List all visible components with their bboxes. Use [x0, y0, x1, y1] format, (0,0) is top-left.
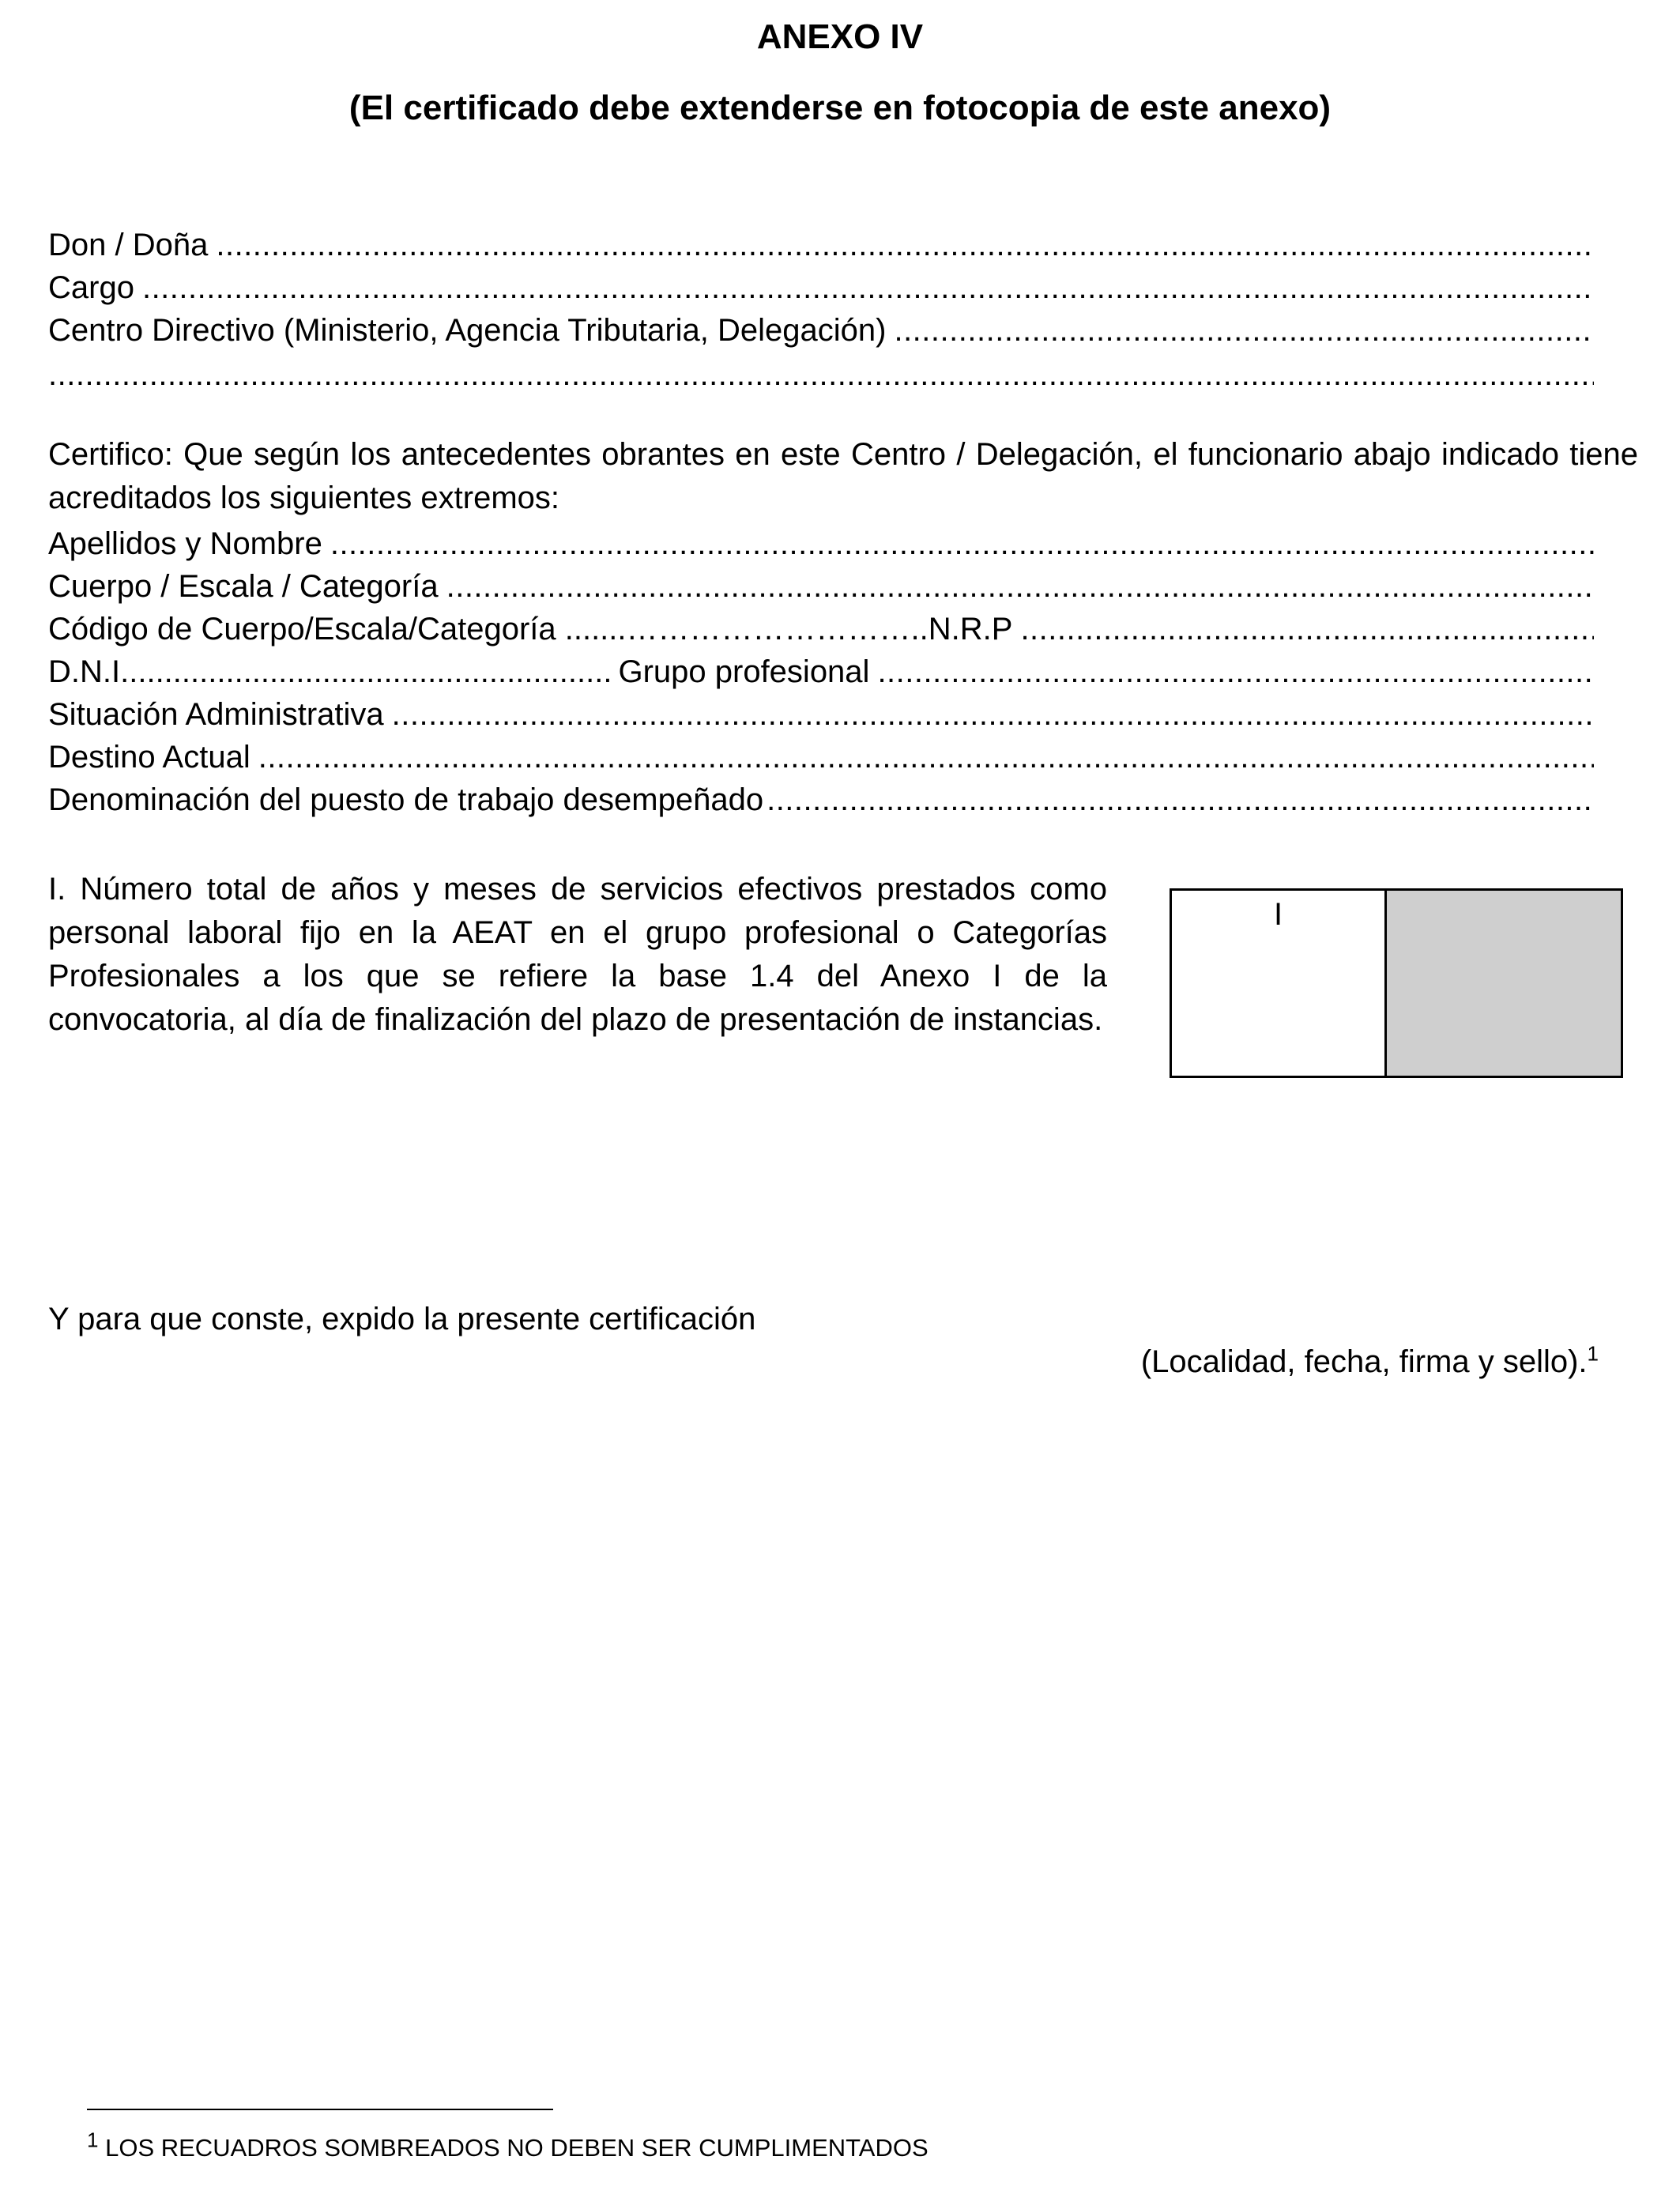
codigo-cuerpo-line: [48, 609, 1594, 650]
services-answer-cell[interactable]: [1172, 891, 1387, 1076]
situacion-administrativa-line: [48, 694, 1594, 735]
closing-statement: Y para que conste, expido la presente certificación: [48, 1302, 756, 1336]
continuation-fill-line: [48, 354, 1594, 395]
don-dona-line: [48, 224, 1594, 266]
footnote-mark: 1: [87, 2128, 99, 2152]
cuerpo-escala-line: [48, 566, 1594, 607]
don-dona-label: Don / Doña: [48, 228, 209, 262]
situacion-administrativa-fill-line: [384, 694, 1594, 735]
services-answer-box: [1170, 888, 1623, 1078]
box-label: I: [1273, 897, 1283, 932]
situacion-administrativa-label: Situación Administrativa: [48, 697, 384, 732]
apellidos-nombre-label: Apellidos y Nombre: [48, 526, 322, 561]
apellidos-nombre-line: [48, 523, 1594, 564]
denominacion-puesto-line: [48, 779, 1594, 820]
grupo-profesional-label: Grupo profesional: [618, 654, 870, 689]
footnote-text: LOS RECUADROS SOMBREADOS NO DEBEN SER CUMPLIMENTADOS: [105, 2134, 929, 2162]
destino-actual-fill-line: [250, 737, 1594, 778]
centro-directivo-line: [48, 310, 1594, 351]
cuerpo-escala-label: Cuerpo / Escala / Categoría: [48, 569, 439, 604]
annex-subtitle: (El certificado debe extenderse en fotocopia de este anexo): [348, 89, 1332, 127]
nrp-fill-line: [1012, 609, 1594, 650]
destino-actual-line: [48, 737, 1594, 778]
shaded-cell: [1387, 891, 1621, 1076]
don-dona-fill-line: [208, 224, 1594, 266]
signature-text: (Localidad, fecha, firma y sello).: [1140, 1344, 1588, 1379]
footnote: [87, 2128, 929, 2164]
denominacion-puesto-fill-line: [763, 779, 1594, 820]
signature-line: [1141, 1341, 1599, 1382]
apellidos-nombre-fill-line: [322, 523, 1594, 564]
dni-label: D.N.I........................................................: [48, 654, 612, 689]
centro-directivo-continuation-line: [48, 354, 1594, 395]
denominacion-puesto-label: Denominación del puesto de trabajo desempeñado: [48, 782, 764, 817]
codigo-cuerpo-nrp-label: Código de Cuerpo/Escala/Categoría .......………………………..N.R.P: [48, 612, 1013, 647]
cuerpo-escala-fill-line: [439, 566, 1594, 607]
grupo-profesional-fill-line: [869, 651, 1594, 692]
cargo-line: [48, 267, 1594, 308]
services-description: I. Número total de años y meses de servicios efectivos prestados como personal laboral fijo en la AEAT en el grupo profesional o Categorías Profesionales a los que se refiere la base 1.4 del Anexo I de la convocatoria, al día de finalización del plazo de presentación de instancias.: [48, 872, 1107, 1037]
centro-directivo-fill-line: [886, 310, 1594, 351]
footnote-divider: [87, 2109, 553, 2110]
centro-directivo-label: Centro Directivo (Ministerio, Agencia Tributaria, Delegación): [48, 313, 887, 348]
destino-actual-label: Destino Actual: [48, 740, 250, 775]
cargo-fill-line: [134, 267, 1594, 308]
annex-title: ANEXO IV: [756, 17, 924, 56]
certification-intro: Certifico: Que según los antecedentes obrantes en este Centro / Delegación, el funcionario abajo indicado tiene acreditados los siguientes extremos:: [48, 437, 1638, 515]
footnote-reference: 1: [1587, 1341, 1599, 1366]
cargo-label: Cargo: [48, 270, 134, 305]
dni-grupo-line: [48, 651, 1594, 692]
